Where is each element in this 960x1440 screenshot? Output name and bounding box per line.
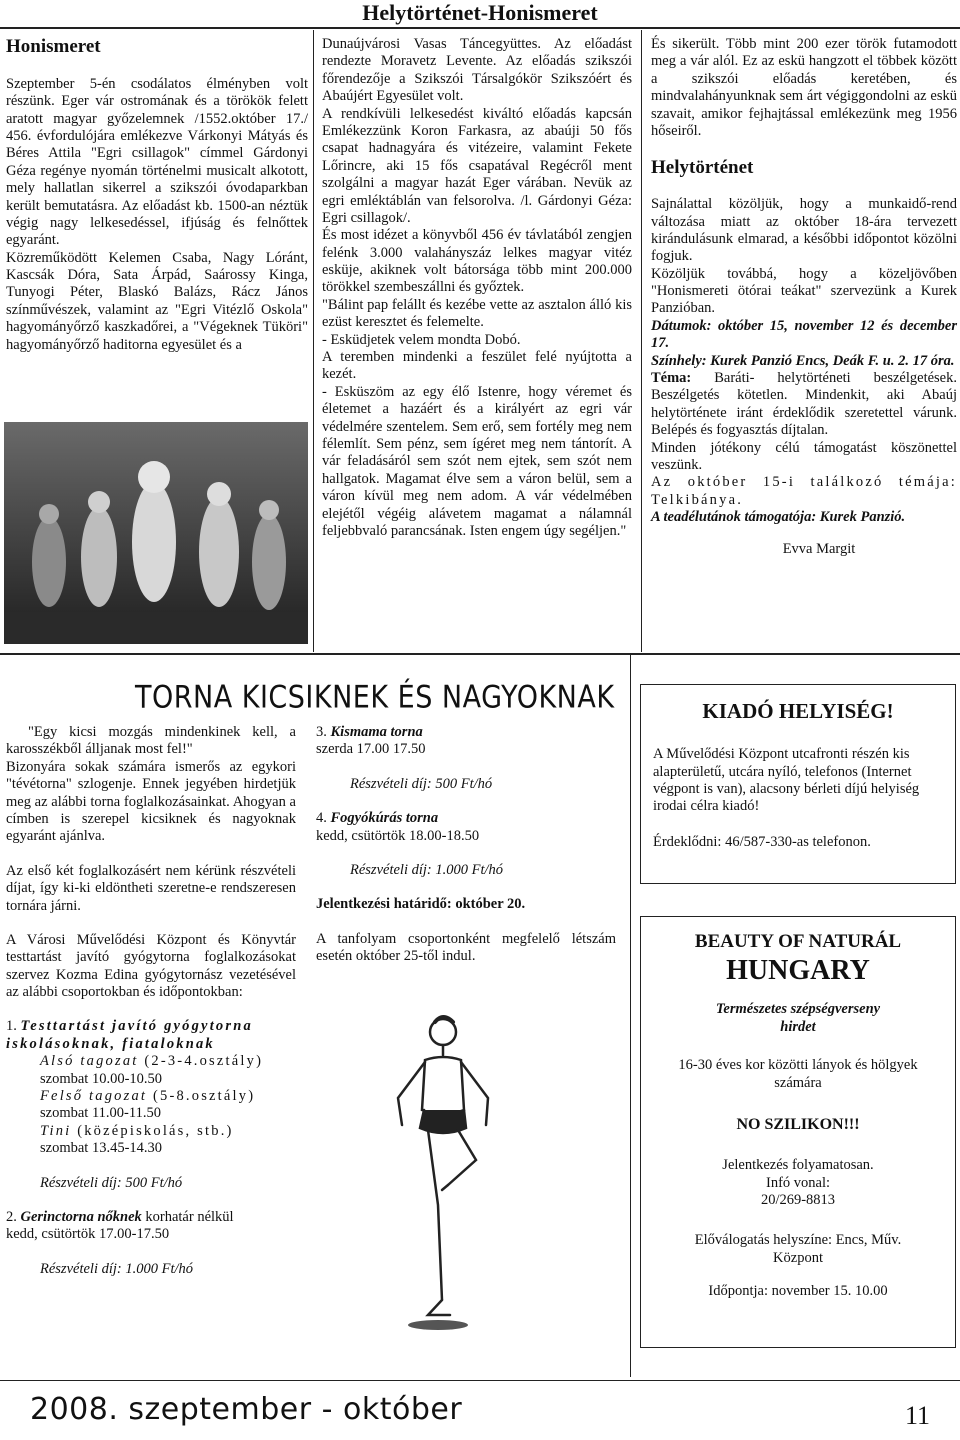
author-name: Evva Margit	[782, 540, 856, 557]
beauty-age: 16-30 éves kor közötti lányok és hölgyek számára	[678, 1057, 918, 1091]
column-divider	[641, 30, 642, 652]
beauty-phone: 20/269-8813	[760, 1191, 836, 1208]
column-divider	[630, 655, 631, 1377]
torna-time: kedd, csütörtök 17.00-17.50	[6, 1226, 170, 1243]
torna-left-column	[6, 724, 296, 1278]
beauty-registration: Jelentkezés folyamatosan.	[722, 1157, 874, 1174]
topic-label: Téma:	[651, 370, 692, 387]
footer-rule	[0, 1380, 960, 1381]
beauty-title-line2: HUNGARY	[726, 954, 870, 986]
beauty-subtitle: hirdet	[780, 1018, 816, 1035]
col3-paragraph: Sajnálattal közöljük, hogy a munkaidő-rend változása miatt az október 18-ára tervezett kirándulásunk elmarad, a későbbi időpontot közölni fogjuk.	[651, 196, 957, 265]
torna-fee: Részvételi díj: 500 Ft/hó	[350, 775, 493, 792]
beauty-preselection: Előválogatás helyszíne: Encs, Műv. Központ	[694, 1232, 902, 1266]
event-topic	[651, 370, 957, 440]
helytortenet-heading: Helytörténet	[651, 157, 754, 179]
honismeret-continued	[322, 36, 632, 540]
torna-paragraph: A Városi Művelődési Központ és Könyvtár testtartást javító gyógytorna foglalkozásokat szervez Kozma Edina gyógytornász vezetésével az alábbi csoportokban és időpontokban:	[6, 931, 296, 1001]
col3-paragraph: Közöljük továbbá, hogy a közeljövőben "Honismereti ötórai teákat" szervezünk a Kurek Panzióban.	[651, 265, 957, 317]
rental-ad-text: A Művelődési Központ utcafronti részén kis alapterületű, utcára nyíló, telefonos (Internet végpont is van), alacsony bérleti díjú helyiség irodai célra kiadó!	[653, 746, 920, 815]
musical-stage-photo	[4, 422, 308, 644]
col3-paragraph: Minden jótékony célú támogatást köszönettel veszünk.	[651, 439, 957, 473]
col2-paragraph: "Bálint pap felállt és kezébe vette az asztalon álló kis ezüst keresztet és felemelte.	[322, 296, 632, 331]
honismeret-heading: Honismeret	[6, 36, 101, 57]
musical-photo-image	[4, 422, 308, 644]
torna-item-title: Kismama torna	[330, 724, 423, 740]
page-title: Helytörténet-Honismeret	[362, 0, 598, 25]
torna-paragraph: Az első két foglalkozásért nem kérünk részvételi díjat, így ki-ki eldöntheti szeretne-e rendszeresen tornára járni.	[6, 862, 296, 914]
col2-paragraph: A teremben mindenki a feszület felé nyújtotta a kezét.	[322, 349, 632, 383]
torna-item-3: 3. Kismama torna	[316, 724, 423, 740]
header-rule	[0, 27, 960, 29]
section-divider	[0, 653, 960, 655]
beauty-nosilicone: NO SZILIKON!!!	[736, 1115, 860, 1133]
gymnast-figure	[380, 1010, 510, 1340]
torna-time: kedd, csütörtök 18.00-18.50	[316, 827, 480, 844]
torna-item-title: Fogyókúrás torna	[330, 810, 439, 827]
col2-paragraph: - Esküszöm az egy élő Istenre, hogy véremet és életemet a hazáért és a királyért az egri vár védelmére szentelem. Sem erő, sem fortély meg nem félemlít. Sem pénz, sem ígéret meg nem tántorít. A vár feladásáról sem szót nem ejtek, sem szót nem hallgatok. Magamat élve sem a váron belül, sem a váron kívül meg nem adom. A vár védelmében elejétől végéig alávetem magamat a nálamnál feljebbvaló parancsának. Isten engem úgy segéljen."	[322, 383, 632, 539]
torna-heading: TORNA KICSIKNEK ÉS NAGYOKNAK	[135, 680, 615, 716]
topic-text: Baráti- helytörténeti beszélgetések. Beszélgetés kötetlen. Mindenkit, aki Abaúj helytörténete iránt érdeklődik szeretettel várunk. Belépés és fogyasztás díjtalan.	[651, 370, 957, 439]
torna-fee: Részvételi díj: 1.000 Ft/hó	[350, 861, 504, 878]
honismeret-paragraph: Közreműködött Kelemen Csaba, Nagy Lóránt, Kascsák Dóra, Sata Árpád, Saárossy Kinga, Tunyogi Péter, Blaskó Balázs, Rácz János színművészek, valamint az "Egri Vitézlő Oskola" hagyományőrző kaszkadőrei, a "Végeknek Tüköri" hagyományőrző haditorna egyesület és a	[6, 249, 308, 353]
torna-item-1-schedule: Alsó tagozat (2-3-4.osztály) szombat 10.00-10.50 Felső tagozat (5-8.osztály) szombat 11.00-11.50 Tini (középiskolás, stb.) szombat 13.45-14.30	[40, 1053, 264, 1157]
torna-fee: Részvételi díj: 500 Ft/hó	[40, 1174, 183, 1191]
torna-item-2: 2. Gerinctorna nőknek korhatár nélkül	[6, 1208, 234, 1225]
torna-quote: "Egy kicsi mozgás mindenkinek kell, a karosszékből álljanak most fel!"	[6, 724, 296, 758]
beauty-date: Időpontja: november 15. 10.00	[708, 1283, 888, 1300]
rental-ad-title: KIADÓ HELYISÉG!	[702, 699, 894, 723]
torna-time: szerda 17.00 17.50	[316, 741, 426, 758]
torna-fee: Részvételi díj: 1.000 Ft/hó	[40, 1260, 194, 1277]
beauty-contest-box	[640, 916, 956, 1348]
beauty-registration: Infó vonal:	[765, 1174, 831, 1191]
torna-item-title: Gerinctorna nőknek	[20, 1208, 142, 1225]
honismeret-article	[6, 36, 308, 354]
event-venue: Színhely: Kurek Panzió Encs, Deák F. u. 2. 17 óra.	[651, 352, 955, 369]
col3-paragraph: Az október 15-i találkozó témája: Telkibánya.	[651, 474, 957, 508]
rental-ad-box	[640, 684, 956, 884]
col2-paragraph: És most idézet a könyvből 456 év távlatából zengjen felénk 3.000 valahányszáz lelkes magyar vitéz esküje, akiknek volt bátorsága több mint 200.000 törökkel szembeszállni és győztek.	[322, 227, 632, 296]
beauty-subtitle: Természetes szépségverseny	[715, 1001, 881, 1018]
helytortenet-column	[651, 36, 957, 558]
page-header	[0, 0, 960, 26]
torna-deadline: Jelentkezési határidő: október 20.	[316, 896, 526, 913]
event-dates: Dátumok: október 15, november 12 és december 17.	[651, 317, 957, 352]
torna-item-4: 4. Fogyókúrás torna	[316, 810, 439, 827]
page-number: 11	[905, 1401, 931, 1430]
torna-item-1: 1. Testtartást javító gyógytorna iskolásoknak, fiataloknak	[6, 1018, 253, 1052]
col2-paragraph: A rendkívüli lelkesedést kiváltó előadás kapcsán Emlékezzünk Koron Farkasra, az abaúji 50 fős csapat hadnagyára és vitézeire, valamint Fekete Lőrincre, aki 15 fős csapatával Regécről ment szolgálni a magyar hazát Eger várában. Nevük az egri emléktáblán van felsorolva. /l. Gárdonyi Géza: Egri csillagok/.	[322, 105, 632, 226]
torna-note: A tanfolyam csoportonként megfelelő létszám esetén október 25-től indul.	[316, 930, 616, 965]
beauty-title-line1: BEAUTY OF NATURÁL	[694, 931, 902, 952]
col2-paragraph: Dunaújvárosi Vasas Táncegyüttes. Az előadást rendezte Moravetz Levente. Az előadás szikszói főrendezője a Szikszói Társalgókör Szikszóért és Abaújért Egyesület volt.	[322, 36, 632, 105]
footer-date: 2008. szeptember - október	[30, 1392, 463, 1427]
rental-ad-contact: Érdeklődni: 46/587-330-as telefonon.	[653, 833, 871, 850]
col2-paragraph: - Esküdjetek velem mondta Dobó.	[322, 331, 521, 348]
torna-intro: Bizonyára sokak számára ismerős az egykori "tévétorna" szlogenje. Ennek jegyében hirdetjük meg az alábbi torna foglalkozásainkat. Ahogyan a címben is szerepel kicsiknek és nagyoknak egyaránt ajánlva.	[6, 758, 296, 845]
col3-paragraph: És sikerült. Több mint 200 ezer török futamodott meg a vár alól. Ez az eskü hangzott el többek között a szikszói előadás keretében, és mindvalahányunknak sem árt végiggondolni az eskü szavait, amikor fejhajtással emlékezünk meg 1956 hőseiről.	[651, 36, 957, 139]
gymnast-illustration	[380, 1010, 510, 1340]
torna-item-title: Testtartást javító gyógytorna iskolásoknak, fiataloknak	[6, 1018, 253, 1052]
honismeret-paragraph: Szeptember 5-én csodálatos élményben volt részünk. Eger vár ostromának és a törökök felett aratott magyar győzelemnek /1552.október 17./ 456. évfordulójára emlékezve Várkonyi Mátyás és Béres Attila "Egri csillagok" címmel Gárdonyi Géza regénye nyomán történelmi musicalt alkotott, mely hallatlan sikerrel a szikszói óvodaparkban került bemutatásra. Az előadást kb. 1500-an néztük végig nagy lelkesedéssel, ifjúság és felnőttek egyaránt.	[6, 75, 308, 249]
column-divider	[313, 30, 314, 652]
sponsor-note: A teadélutánok támogatója: Kurek Panzió.	[651, 509, 906, 526]
torna-middle-column	[316, 724, 616, 966]
